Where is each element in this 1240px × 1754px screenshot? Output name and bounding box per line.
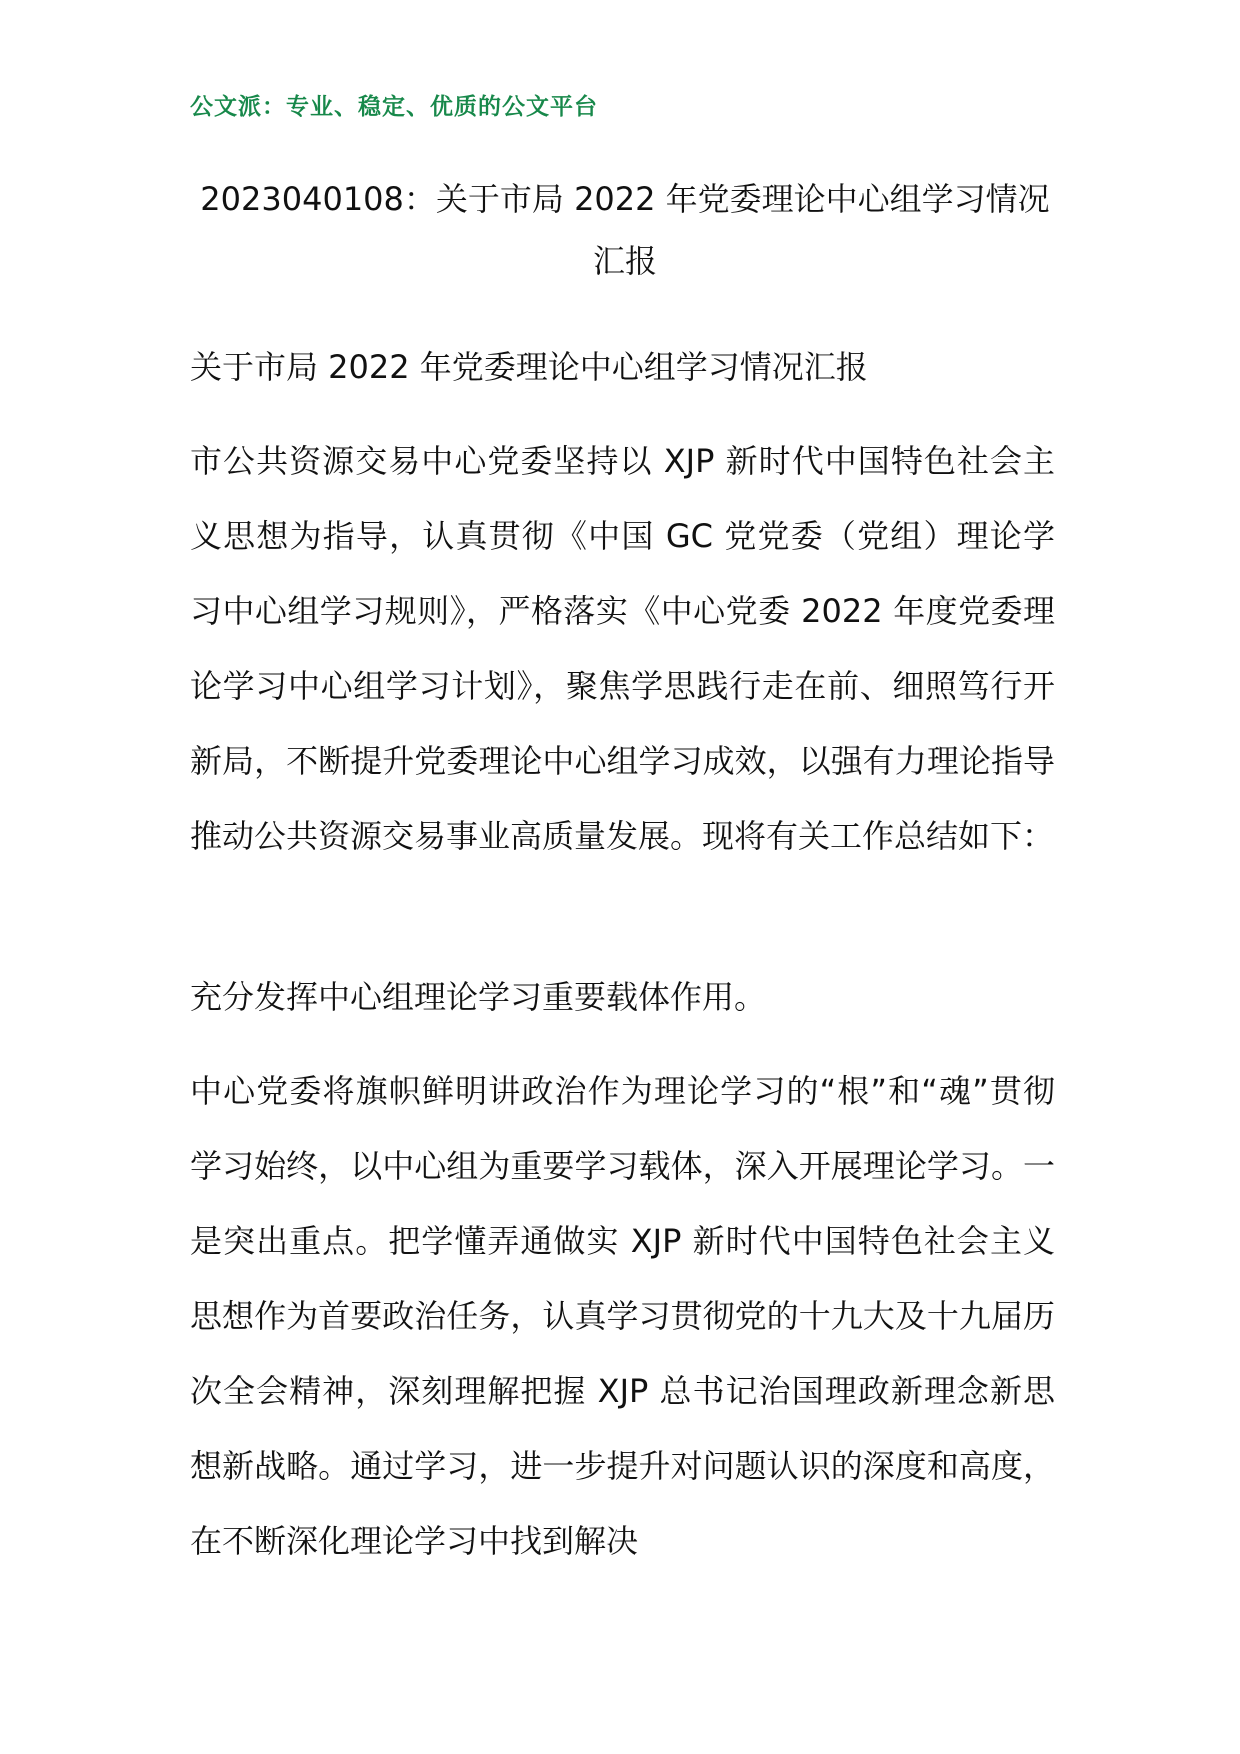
section-heading: 充分发挥中心组理论学习重要载体作用。 <box>190 978 767 1016</box>
document-title: 2023040108：关于市局 2022 年党委理论中心组学习情况汇报 <box>200 180 1050 280</box>
body-paragraph: 中心党委将旗帜鲜明讲政治作为理论学习的“根”和“魂”贯彻学习始终，以中心组为重要学习载体，深入开展理论学习。一是突出重点。把学懂弄通做实 XJP 新时代中国特色社会主义思想作为首要政治任务，认真学习贯彻党的十九大及十九届历次全会精神，深刻理解把握 XJP 总书记治国理政新理念新思想新战略。通过学习，进一步提升对问题认识的深度和高度，在不断深化理论学习中找到解决 <box>190 1072 1055 1560</box>
document-subtitle: 关于市局 2022 年党委理论中心组学习情况汇报 <box>190 348 868 386</box>
platform-header: 公文派：专业、稳定、优质的公文平台 <box>190 94 598 120</box>
intro-paragraph: 市公共资源交易中心党委坚持以 XJP 新时代中国特色社会主义思想为指导，认真贯彻《中国 GC 党党委（党组）理论学习中心组学习规则》，严格落实《中心党委 2022 年度党委理论学习中心组学习计划》，聚焦学思践行走在前、细照笃行开新局，不断提升党委理论中心组学习成效，以强有力理论指导推动公共资源交易事业高质量发展。现将有关工作总结如下： <box>190 442 1055 855</box>
